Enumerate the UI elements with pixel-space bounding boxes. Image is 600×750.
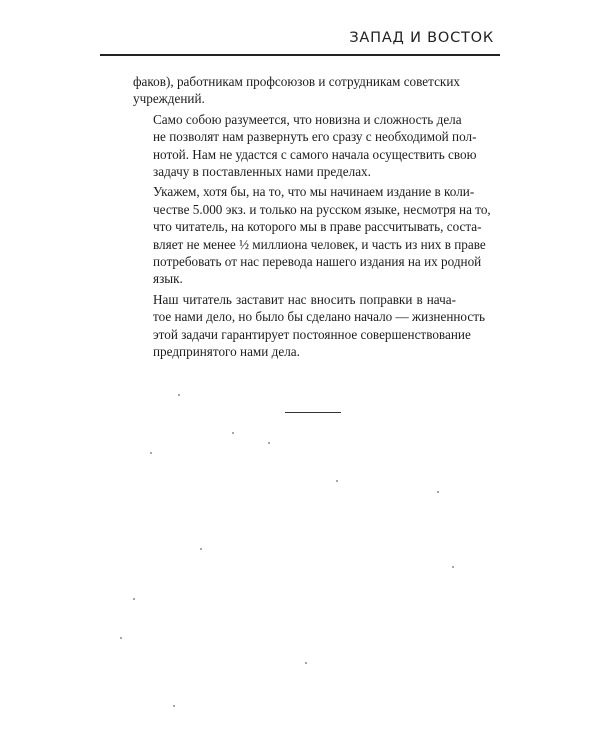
text-line: нотой. Нам не удастся с самого начала осуществить свою: [153, 146, 477, 162]
paper-speck: [437, 491, 439, 493]
text-line: учреждений.: [133, 91, 205, 107]
section-end-rule: [285, 412, 341, 413]
paragraph: [133, 291, 485, 361]
text-line: не позволят нам развернуть его сразу с необходимой пол-: [153, 129, 477, 145]
paper-speck: [178, 394, 180, 396]
paper-speck: [173, 705, 175, 707]
text-line: Само собою разумеется, что новизна и сложность дела: [153, 111, 462, 127]
paper-speck: [200, 548, 202, 550]
paper-speck: [133, 598, 135, 600]
paragraph: [133, 183, 491, 287]
paper-speck: [452, 566, 454, 568]
text-line: этой задачи гарантирует постоянное совершенствование: [153, 326, 471, 342]
text-line: Наш читатель заставит нас вносить поправки в нача-: [153, 291, 456, 307]
text-line: задачу в поставленных нами пределах.: [153, 164, 371, 180]
text-line: потребовать от нас перевода нашего издания на их родной: [153, 254, 482, 270]
text-line: предпринятого нами дела.: [153, 344, 300, 360]
paper-speck: [268, 442, 270, 444]
text-line: факов), работникам профсоюзов и сотрудникам советских: [133, 74, 460, 89]
text-line: тое нами дело, но было бы сделано начало — жизненность: [153, 309, 485, 325]
running-header: [100, 22, 500, 56]
text-line: что читатель, на которого мы в праве рассчитывать, соста-: [153, 219, 482, 235]
paragraph: [133, 111, 477, 181]
body-text: [133, 73, 491, 364]
text-line: язык.: [153, 271, 183, 287]
text-line: честве 5.000 экз. и только на русском языке, несмотря на то,: [153, 201, 491, 217]
paper-speck: [150, 452, 152, 454]
text-line: Укажем, хотя бы, на то, что мы начинаем издание в коли-: [153, 184, 475, 200]
paper-speck: [305, 662, 307, 664]
paper-speck: [336, 480, 338, 482]
text-line: вляет не менее ½ миллиона человек, и часть из них в праве: [153, 236, 486, 252]
paper-speck: [120, 637, 122, 639]
running-title: ЗАПАД И ВОСТОК: [349, 30, 494, 46]
paper-speck: [232, 432, 234, 434]
paragraph: [133, 73, 460, 108]
